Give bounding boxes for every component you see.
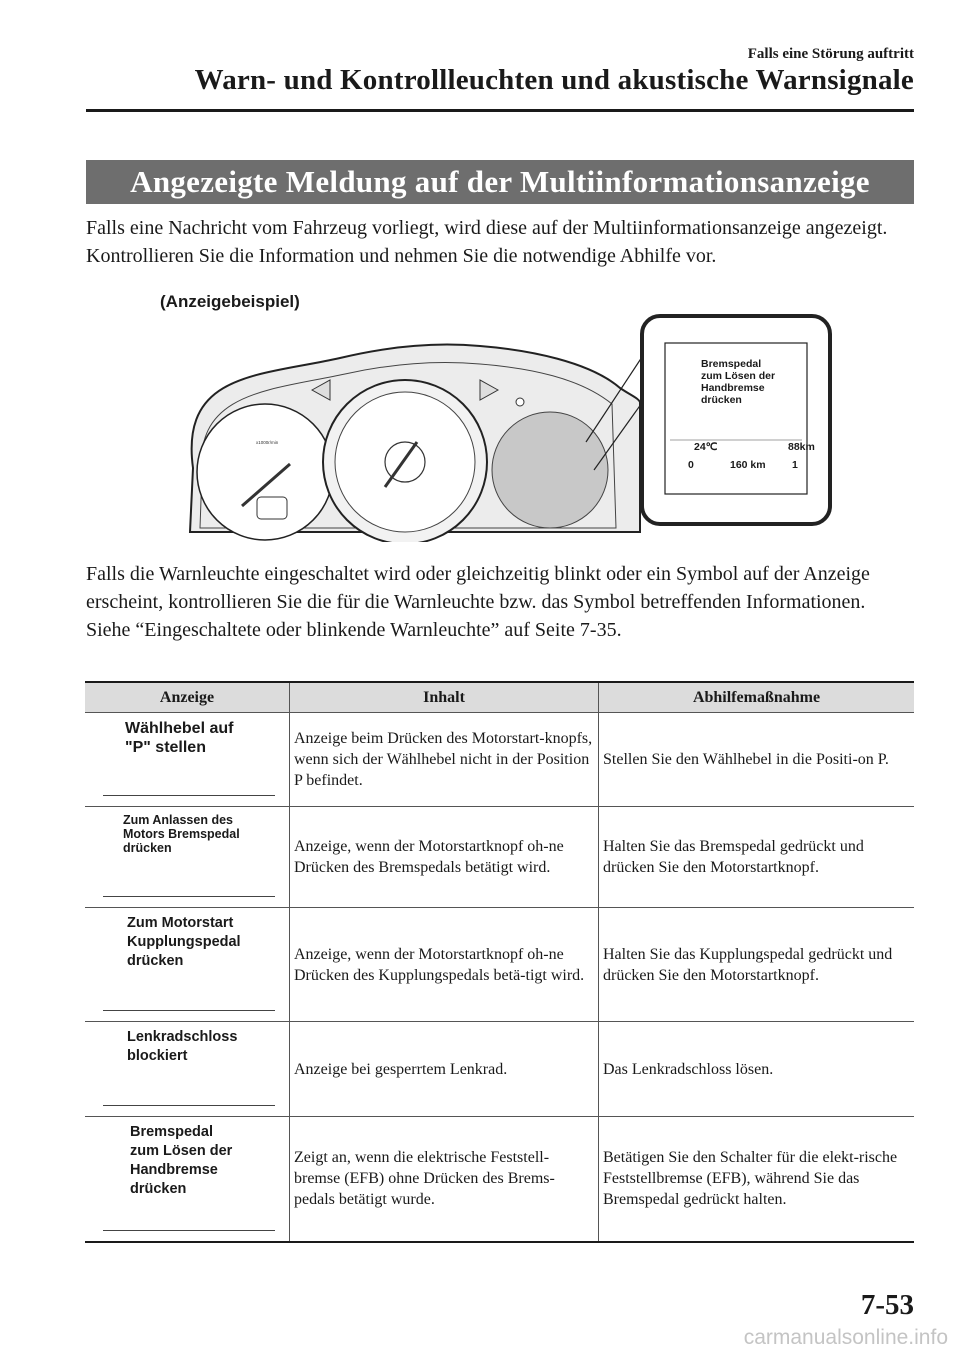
zoom-display-scale-max: 1 <box>792 459 798 471</box>
display-message: Zum Anlassen des Motors Bremspedal drücken <box>123 813 240 855</box>
tachometer-dial <box>197 404 333 540</box>
message-table <box>85 681 914 1243</box>
section-title-banner: Angezeigte Meldung auf der Multiinformationsanzeige <box>86 160 914 204</box>
display-divider <box>103 795 275 796</box>
instrument-cluster-figure <box>150 292 840 542</box>
table-row <box>85 1117 914 1242</box>
remedy-cell: Halten Sie das Kupplungspedal gedrückt und drücken Sie den Motorstartknopf. <box>599 908 915 1022</box>
content-cell: Zeigt an, wenn die elektrische Feststell-bremse (EFB) ohne Drücken des Brems-pedals betätigt wurde. <box>290 1117 599 1242</box>
display-message: Lenkradschloss blockiert <box>127 1029 238 1064</box>
zoom-display-distance: 160 km <box>730 459 766 471</box>
remedy-cell: Das Lenkradschloss lösen. <box>599 1022 915 1117</box>
column-header-display: Anzeige <box>85 682 290 713</box>
body-paragraph-2: Siehe “Eingeschaltete oder blinkende Warnleuchte” auf Seite 7-35. <box>86 619 622 641</box>
display-cell <box>85 908 290 1022</box>
display-divider <box>103 1105 275 1106</box>
column-header-content: Inhalt <box>290 682 599 713</box>
content-cell: Anzeige, wenn der Motorstartknopf oh-ne Drücken des Kupplungspedals betä-tigt wird. <box>290 908 599 1022</box>
zoom-display-scale-min: 0 <box>688 459 694 471</box>
zoom-display-range: 88km <box>788 441 815 453</box>
chapter-title: Warn- und Kontrollleuchten und akustische Warnsignale <box>194 64 914 96</box>
display-message: Wählhebel auf "P" stellen <box>125 720 234 756</box>
display-cell <box>85 807 290 908</box>
remedy-cell: Stellen Sie den Wählhebel in die Positi-on P. <box>599 713 915 807</box>
table-header-row <box>85 682 914 713</box>
display-message: Zum Motorstart Kupplungspedal drücken <box>127 915 241 969</box>
zoom-display-temperature: 24℃ <box>694 441 718 453</box>
column-header-remedy: Abhilfemaßnahme <box>599 682 915 713</box>
body-text <box>86 560 920 644</box>
body-paragraph-1: Falls die Warnleuchte eingeschaltet wird oder gleichzeitig blinkt oder ein Symbol auf der Anzeige erscheint, kontrollieren Sie die für die Warnleuchte bzw. das Symbol betreffenden Informationen. <box>86 563 870 613</box>
watermark: carmanualsonline.info <box>743 1326 948 1349</box>
tacho-unit-label: x1000r/min <box>256 440 279 445</box>
display-message: Bremspedal zum Lösen der Handbremse drücken <box>130 1124 233 1197</box>
table-row <box>85 1022 914 1117</box>
display-divider <box>103 896 275 897</box>
table-row <box>85 713 914 807</box>
intro-paragraph: Falls eine Nachricht vom Fahrzeug vorliegt, wird diese auf der Multiinformationsanzeige angezeigt. Kontrollieren Sie die Information und nehmen Sie die notwendige Abhilfe vor. <box>86 217 888 267</box>
instrument-cluster-illustration <box>150 292 840 542</box>
multi-information-display <box>492 412 608 528</box>
content-cell: Anzeige beim Drücken des Motorstart-knopfs, wenn sich der Wählhebel nicht in der Position P befindet. <box>290 713 599 807</box>
chapter-subtitle: Falls eine Störung auftritt <box>747 46 914 62</box>
display-divider <box>103 1010 275 1011</box>
table-row <box>85 908 914 1022</box>
content-cell: Anzeige, wenn der Motorstartknopf oh-ne Drücken des Bremspedals betätigt wird. <box>290 807 599 908</box>
indicator-lamp-icon <box>516 398 524 406</box>
header-divider <box>86 109 914 112</box>
display-cell <box>85 1117 290 1242</box>
content-cell: Anzeige bei gesperrtem Lenkrad. <box>290 1022 599 1117</box>
table-row <box>85 807 914 908</box>
page-number: 7-53 <box>860 1289 914 1321</box>
display-cell <box>85 713 290 807</box>
display-divider <box>103 1230 275 1231</box>
zoom-display-message: Bremspedal zum Lösen der Handbremse drücken <box>701 358 776 406</box>
remedy-cell: Halten Sie das Bremspedal gedrückt und drücken Sie den Motorstartknopf. <box>599 807 915 908</box>
remedy-cell: Betätigen Sie den Schalter für die elekt-rische Feststellbremse (EFB), während Sie das Bremspedal gedrückt halten. <box>599 1117 915 1242</box>
figure-caption: (Anzeigebeispiel) <box>160 292 300 311</box>
display-cell <box>85 1022 290 1117</box>
